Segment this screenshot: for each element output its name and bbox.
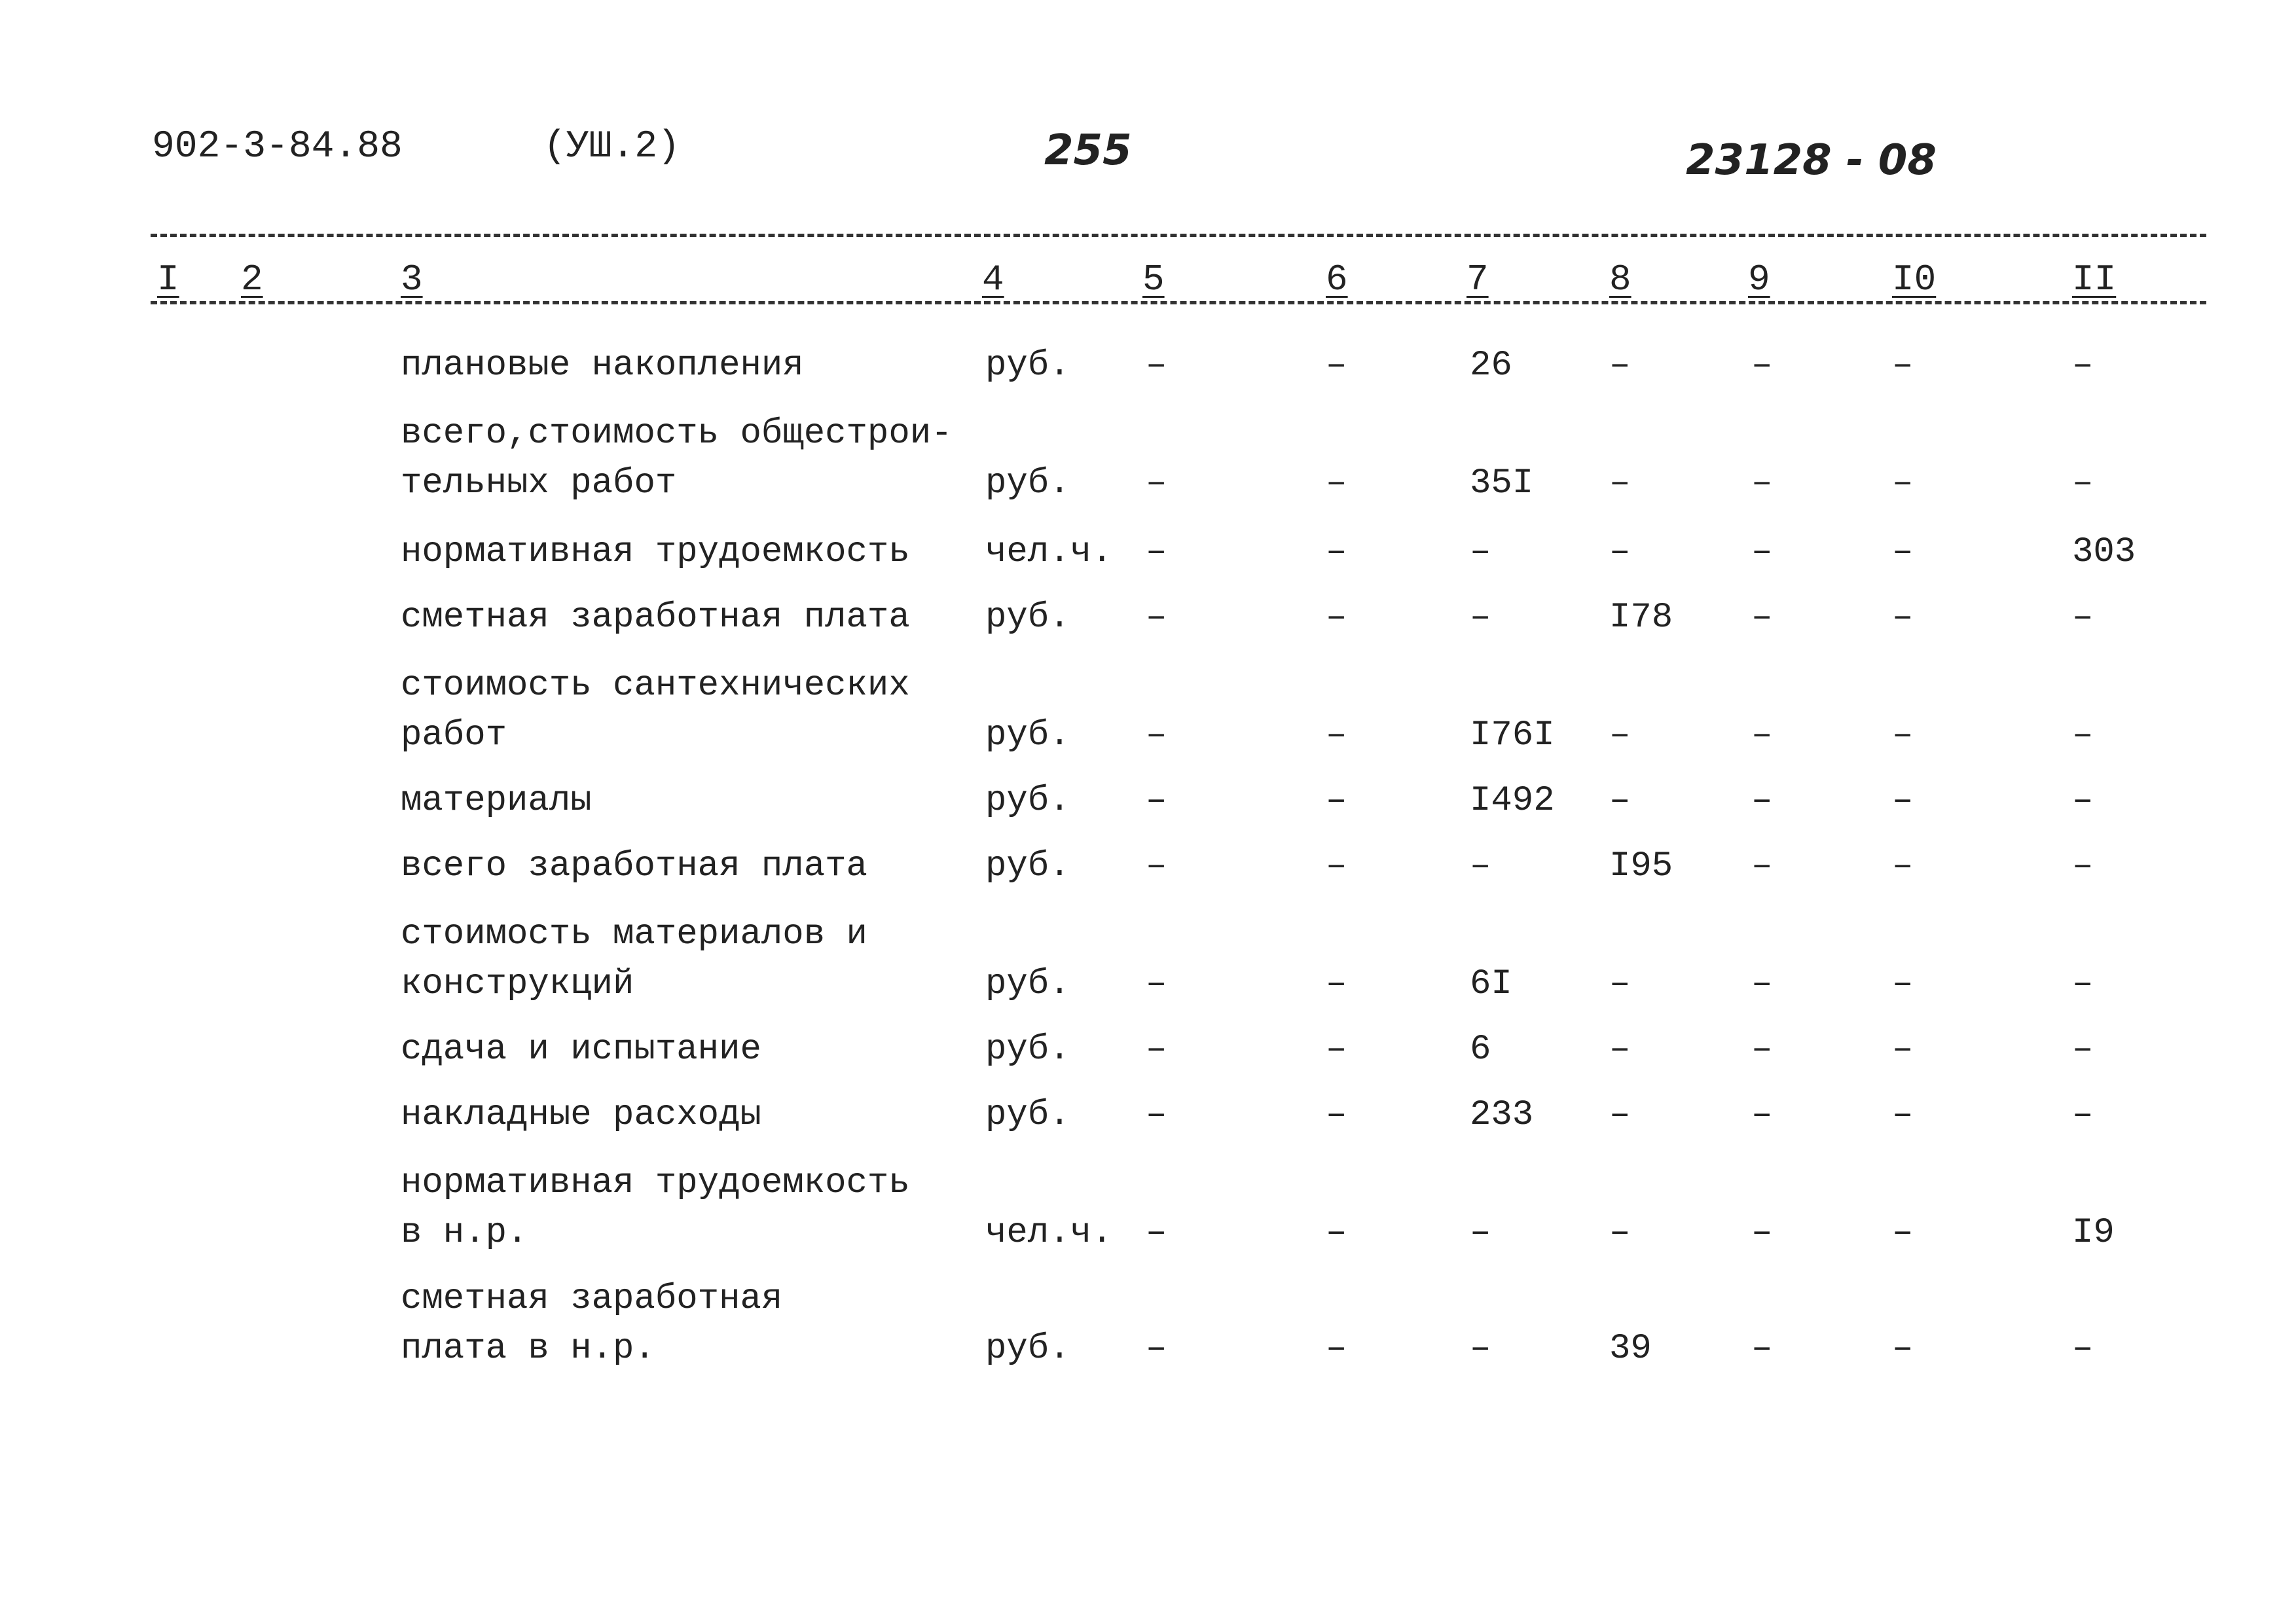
row-name-line: работ: [401, 715, 507, 755]
row-value-c7: –: [1470, 846, 1491, 886]
row-value-c10: –: [1892, 598, 1914, 638]
row-value-c8: –: [1609, 964, 1631, 1004]
row-value-c11: –: [2072, 598, 2094, 638]
row-name-line: материалы: [401, 781, 592, 821]
row-value-c9: –: [1751, 532, 1773, 572]
row-value-c10: –: [1892, 781, 1914, 821]
row-value-c8: –: [1609, 1030, 1631, 1070]
row-value-c5: –: [1146, 532, 1167, 572]
column-number-8-text: 8: [1609, 259, 1631, 300]
column-number-8: [1609, 257, 1631, 302]
row-value-c5: –: [1146, 1030, 1167, 1070]
row-value-c10: –: [1892, 964, 1914, 1004]
row-value-c5: –: [1146, 463, 1167, 503]
row-value-c7: –: [1470, 1213, 1491, 1253]
row-name-line: плата в н.р.: [401, 1329, 655, 1369]
column-number-1: [157, 257, 179, 302]
column-number-4-text: 4: [982, 259, 1004, 300]
row-value-c9: –: [1751, 346, 1773, 386]
row-unit: руб.: [985, 846, 1070, 886]
row-value-c5: –: [1146, 715, 1167, 755]
row-name-line: нормативная трудоемкость: [401, 532, 910, 572]
row-value-c7: 233: [1470, 1095, 1534, 1135]
column-number-2: [241, 257, 263, 302]
column-number-5: [1142, 257, 1165, 302]
row-value-c8: I95: [1609, 846, 1673, 886]
row-unit: руб.: [985, 1329, 1070, 1369]
row-value-c7: –: [1470, 532, 1491, 572]
row-value-c8: –: [1609, 1213, 1631, 1253]
row-name-line: нормативная трудоемкость: [401, 1163, 910, 1203]
header-dashed-rule: [151, 301, 2206, 304]
row-value-c5: –: [1146, 846, 1167, 886]
row-name-line: сдача и испытание: [401, 1030, 761, 1070]
column-number-10: [1892, 257, 1936, 302]
column-number-6: [1326, 257, 1348, 302]
row-value-c5: –: [1146, 346, 1167, 386]
column-number-11-text: II: [2072, 259, 2117, 300]
row-value-c6: –: [1326, 1095, 1347, 1135]
row-value-c8: I78: [1609, 598, 1673, 638]
row-value-c9: –: [1751, 1030, 1773, 1070]
row-value-c6: –: [1326, 846, 1347, 886]
row-value-c6: –: [1326, 781, 1347, 821]
column-number-6-text: 6: [1326, 259, 1348, 300]
top-dashed-rule: [151, 234, 2206, 237]
row-value-c7: 26: [1470, 346, 1512, 386]
row-name-line: тельных работ: [401, 463, 677, 503]
row-unit: руб.: [985, 346, 1070, 386]
column-number-5-text: 5: [1142, 259, 1165, 300]
row-value-c9: –: [1751, 846, 1773, 886]
row-unit: руб.: [985, 598, 1070, 638]
row-value-c6: –: [1326, 346, 1347, 386]
row-value-c7: –: [1470, 1329, 1491, 1369]
row-value-c5: –: [1146, 598, 1167, 638]
row-value-c11: –: [2072, 781, 2094, 821]
row-value-c8: –: [1609, 346, 1631, 386]
row-value-c5: –: [1146, 1213, 1167, 1253]
row-value-c7: 35I: [1470, 463, 1534, 503]
row-value-c7: –: [1470, 598, 1491, 638]
document-code: 902-3-84.88: [152, 126, 403, 168]
column-number-3: [401, 257, 423, 302]
row-value-c11: –: [2072, 846, 2094, 886]
row-name-line: всего,стоимость общестрои-: [401, 414, 953, 454]
column-number-4: [982, 257, 1004, 302]
row-name-line: в н.р.: [401, 1213, 528, 1253]
column-number-7: [1467, 257, 1489, 302]
row-value-c6: –: [1326, 1213, 1347, 1253]
row-value-c10: –: [1892, 846, 1914, 886]
row-value-c10: –: [1892, 532, 1914, 572]
row-value-c11: I9: [2072, 1213, 2115, 1253]
row-value-c11: 303: [2072, 532, 2136, 572]
row-value-c8: –: [1609, 715, 1631, 755]
inventory-number: 23128 - 08: [1686, 136, 1937, 185]
row-value-c10: –: [1892, 715, 1914, 755]
row-value-c6: –: [1326, 964, 1347, 1004]
row-value-c7: 6I: [1470, 964, 1512, 1004]
row-value-c8: –: [1609, 781, 1631, 821]
row-value-c5: –: [1146, 1095, 1167, 1135]
row-unit: руб.: [985, 1095, 1070, 1135]
row-value-c5: –: [1146, 781, 1167, 821]
row-value-c6: –: [1326, 598, 1347, 638]
column-number-11: [2072, 257, 2116, 302]
row-name-line: сметная заработная: [401, 1279, 783, 1319]
row-value-c7: I492: [1470, 781, 1555, 821]
row-value-c10: –: [1892, 1329, 1914, 1369]
column-number-9: [1748, 257, 1770, 302]
column-number-9-text: 9: [1748, 259, 1770, 300]
row-value-c8: –: [1609, 532, 1631, 572]
row-value-c11: –: [2072, 715, 2094, 755]
row-value-c7: 6: [1470, 1030, 1491, 1070]
row-value-c6: –: [1326, 1030, 1347, 1070]
row-unit: руб.: [985, 1030, 1070, 1070]
row-name-line: стоимость материалов и: [401, 914, 867, 954]
row-value-c8: –: [1609, 463, 1631, 503]
row-unit: руб.: [985, 463, 1070, 503]
row-value-c6: –: [1326, 715, 1347, 755]
column-number-7-text: 7: [1467, 259, 1489, 300]
column-number-3-text: 3: [401, 259, 423, 300]
album-number: (УШ.2): [543, 126, 680, 168]
row-unit: чел.ч.: [985, 532, 1113, 572]
row-unit: руб.: [985, 964, 1070, 1004]
column-number-2-text: 2: [241, 259, 263, 300]
row-value-c9: –: [1751, 463, 1773, 503]
row-value-c11: –: [2072, 964, 2094, 1004]
row-name-line: всего заработная плата: [401, 846, 867, 886]
row-value-c10: –: [1892, 1095, 1914, 1135]
row-value-c9: –: [1751, 715, 1773, 755]
row-name-line: накладные расходы: [401, 1095, 761, 1135]
row-unit: чел.ч.: [985, 1213, 1113, 1253]
row-value-c5: –: [1146, 1329, 1167, 1369]
row-value-c10: –: [1892, 463, 1914, 503]
row-value-c9: –: [1751, 964, 1773, 1004]
row-value-c5: –: [1146, 964, 1167, 1004]
page-number: 255: [1044, 126, 1132, 175]
row-name-line: сметная заработная плата: [401, 598, 910, 638]
row-value-c10: –: [1892, 1030, 1914, 1070]
row-value-c9: –: [1751, 1213, 1773, 1253]
row-value-c10: –: [1892, 1213, 1914, 1253]
row-value-c11: –: [2072, 463, 2094, 503]
row-name-line: стоимость сантехнических: [401, 666, 910, 706]
row-value-c9: –: [1751, 781, 1773, 821]
row-value-c11: –: [2072, 1329, 2094, 1369]
row-value-c8: –: [1609, 1095, 1631, 1135]
column-number-10-text: I0: [1892, 259, 1937, 300]
row-name-line: конструкций: [401, 964, 634, 1004]
row-value-c9: –: [1751, 598, 1773, 638]
row-name-line: плановые накопления: [401, 346, 804, 386]
row-value-c9: –: [1751, 1329, 1773, 1369]
row-value-c10: –: [1892, 346, 1914, 386]
row-value-c11: –: [2072, 1030, 2094, 1070]
row-value-c6: –: [1326, 1329, 1347, 1369]
row-value-c11: –: [2072, 346, 2094, 386]
row-value-c8: 39: [1609, 1329, 1652, 1369]
row-value-c6: –: [1326, 463, 1347, 503]
row-unit: руб.: [985, 715, 1070, 755]
row-value-c7: I76I: [1470, 715, 1555, 755]
row-value-c11: –: [2072, 1095, 2094, 1135]
row-value-c6: –: [1326, 532, 1347, 572]
row-unit: руб.: [985, 781, 1070, 821]
row-value-c9: –: [1751, 1095, 1773, 1135]
column-number-1-text: I: [157, 259, 179, 300]
